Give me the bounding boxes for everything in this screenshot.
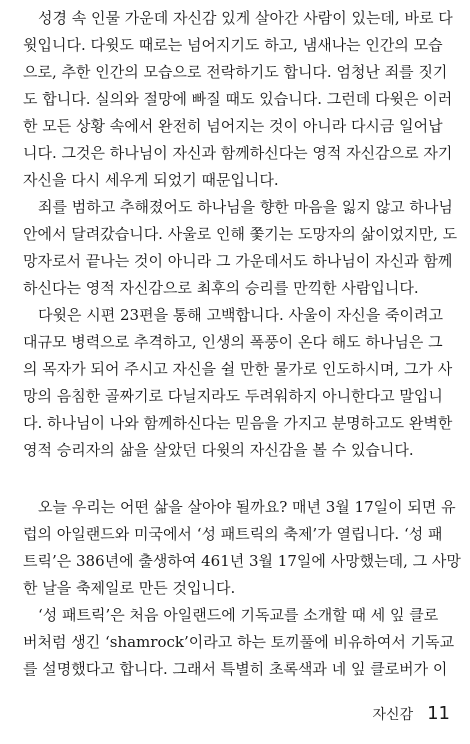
text-line: 안에서 달려갔습니다. 사울로 인해 쫓기는 도망자의 삶이었지만, 도 (23, 225, 458, 243)
page-number: 11 (427, 703, 450, 724)
text-line: 다. 하나님이 나와 함께하신다는 믿음을 가지고 분명하고도 완벽한 (23, 414, 453, 432)
text-line: ‘성 패트릭’은 처음 아일랜드에 기독교를 소개할 때 세 잎 클로 (38, 606, 439, 624)
running-footer-title: 자신감 (372, 707, 414, 723)
text-line: 윗입니다. 다윗도 때로는 넘어지기도 하고, 냄새나는 인간의 모습 (23, 36, 443, 54)
text-line: 죄를 범하고 추해졌어도 하나님을 향한 마음을 잃지 않고 하나님 (38, 198, 453, 216)
text-line: 다윗은 시편 23편을 통해 고백합니다. 사울이 자신을 죽이려고 (38, 306, 443, 324)
text-line: 성경 속 인물 가운데 자신감 있게 살아간 사람이 있는데, 바로 다 (38, 9, 453, 27)
page-footer (373, 703, 450, 724)
text-line: 도 합니다. 실의와 절망에 빠질 때도 있습니다. 그런데 다윗은 이러 (23, 90, 453, 108)
text-line: 버처럼 생긴 ‘shamrock’이라고 하는 토끼풀에 비유하여서 기독교 (23, 633, 455, 651)
text-line: 트릭’은 386년에 출생하여 461년 3월 17일에 사망했는데, 그 사망 (23, 552, 461, 570)
text-line: 의 목자가 되어 주시고 자신을 쉴 만한 물가로 인도하시며, 그가 사 (23, 360, 453, 378)
text-line: 하신다는 영적 자신감으로 최후의 승리를 만끽한 사람입니다. (23, 279, 419, 297)
text-line: 오늘 우리는 어떤 삶을 살아야 될까요? 매년 3월 17일이 되면 유 (38, 498, 456, 516)
text-line: 망의 음침한 골짜기로 다닐지라도 두려워하지 아니한다고 말입니 (23, 387, 443, 405)
text-line: 으로, 추한 인간의 모습으로 전락하기도 합니다. 엄청난 죄를 짓기 (23, 63, 448, 81)
text-line: 한 날을 축제일로 만든 것입니다. (23, 579, 236, 597)
text-line: 대규모 병력으로 추격하고, 인생의 폭풍이 온다 해도 하나님은 그 (23, 333, 443, 351)
text-line: 영적 승리자의 삶을 살았던 다윗의 자신감을 볼 수 있습니다. (23, 441, 414, 459)
text-line: 럽의 아일랜드와 미국에서 ‘성 패트릭의 축제’가 열립니다. ‘성 패 (23, 525, 443, 543)
text-line: 한 모든 상황 속에서 완전히 넘어지는 것이 아니라 다시금 일어납 (23, 117, 443, 135)
text-line: 망자로서 끝나는 것이 아니라 그 가운데서도 하나님이 자신과 함께 (23, 252, 453, 270)
text-line: 니다. 그것은 하나님이 자신과 함께하신다는 영적 자신감으로 자기 (23, 144, 453, 162)
text-line: 를 설명했다고 합니다. 그래서 특별히 초록색과 네 잎 클로버가 이 (23, 660, 448, 678)
text-line: 자신을 다시 세우게 되었기 때문입니다. (23, 171, 279, 189)
